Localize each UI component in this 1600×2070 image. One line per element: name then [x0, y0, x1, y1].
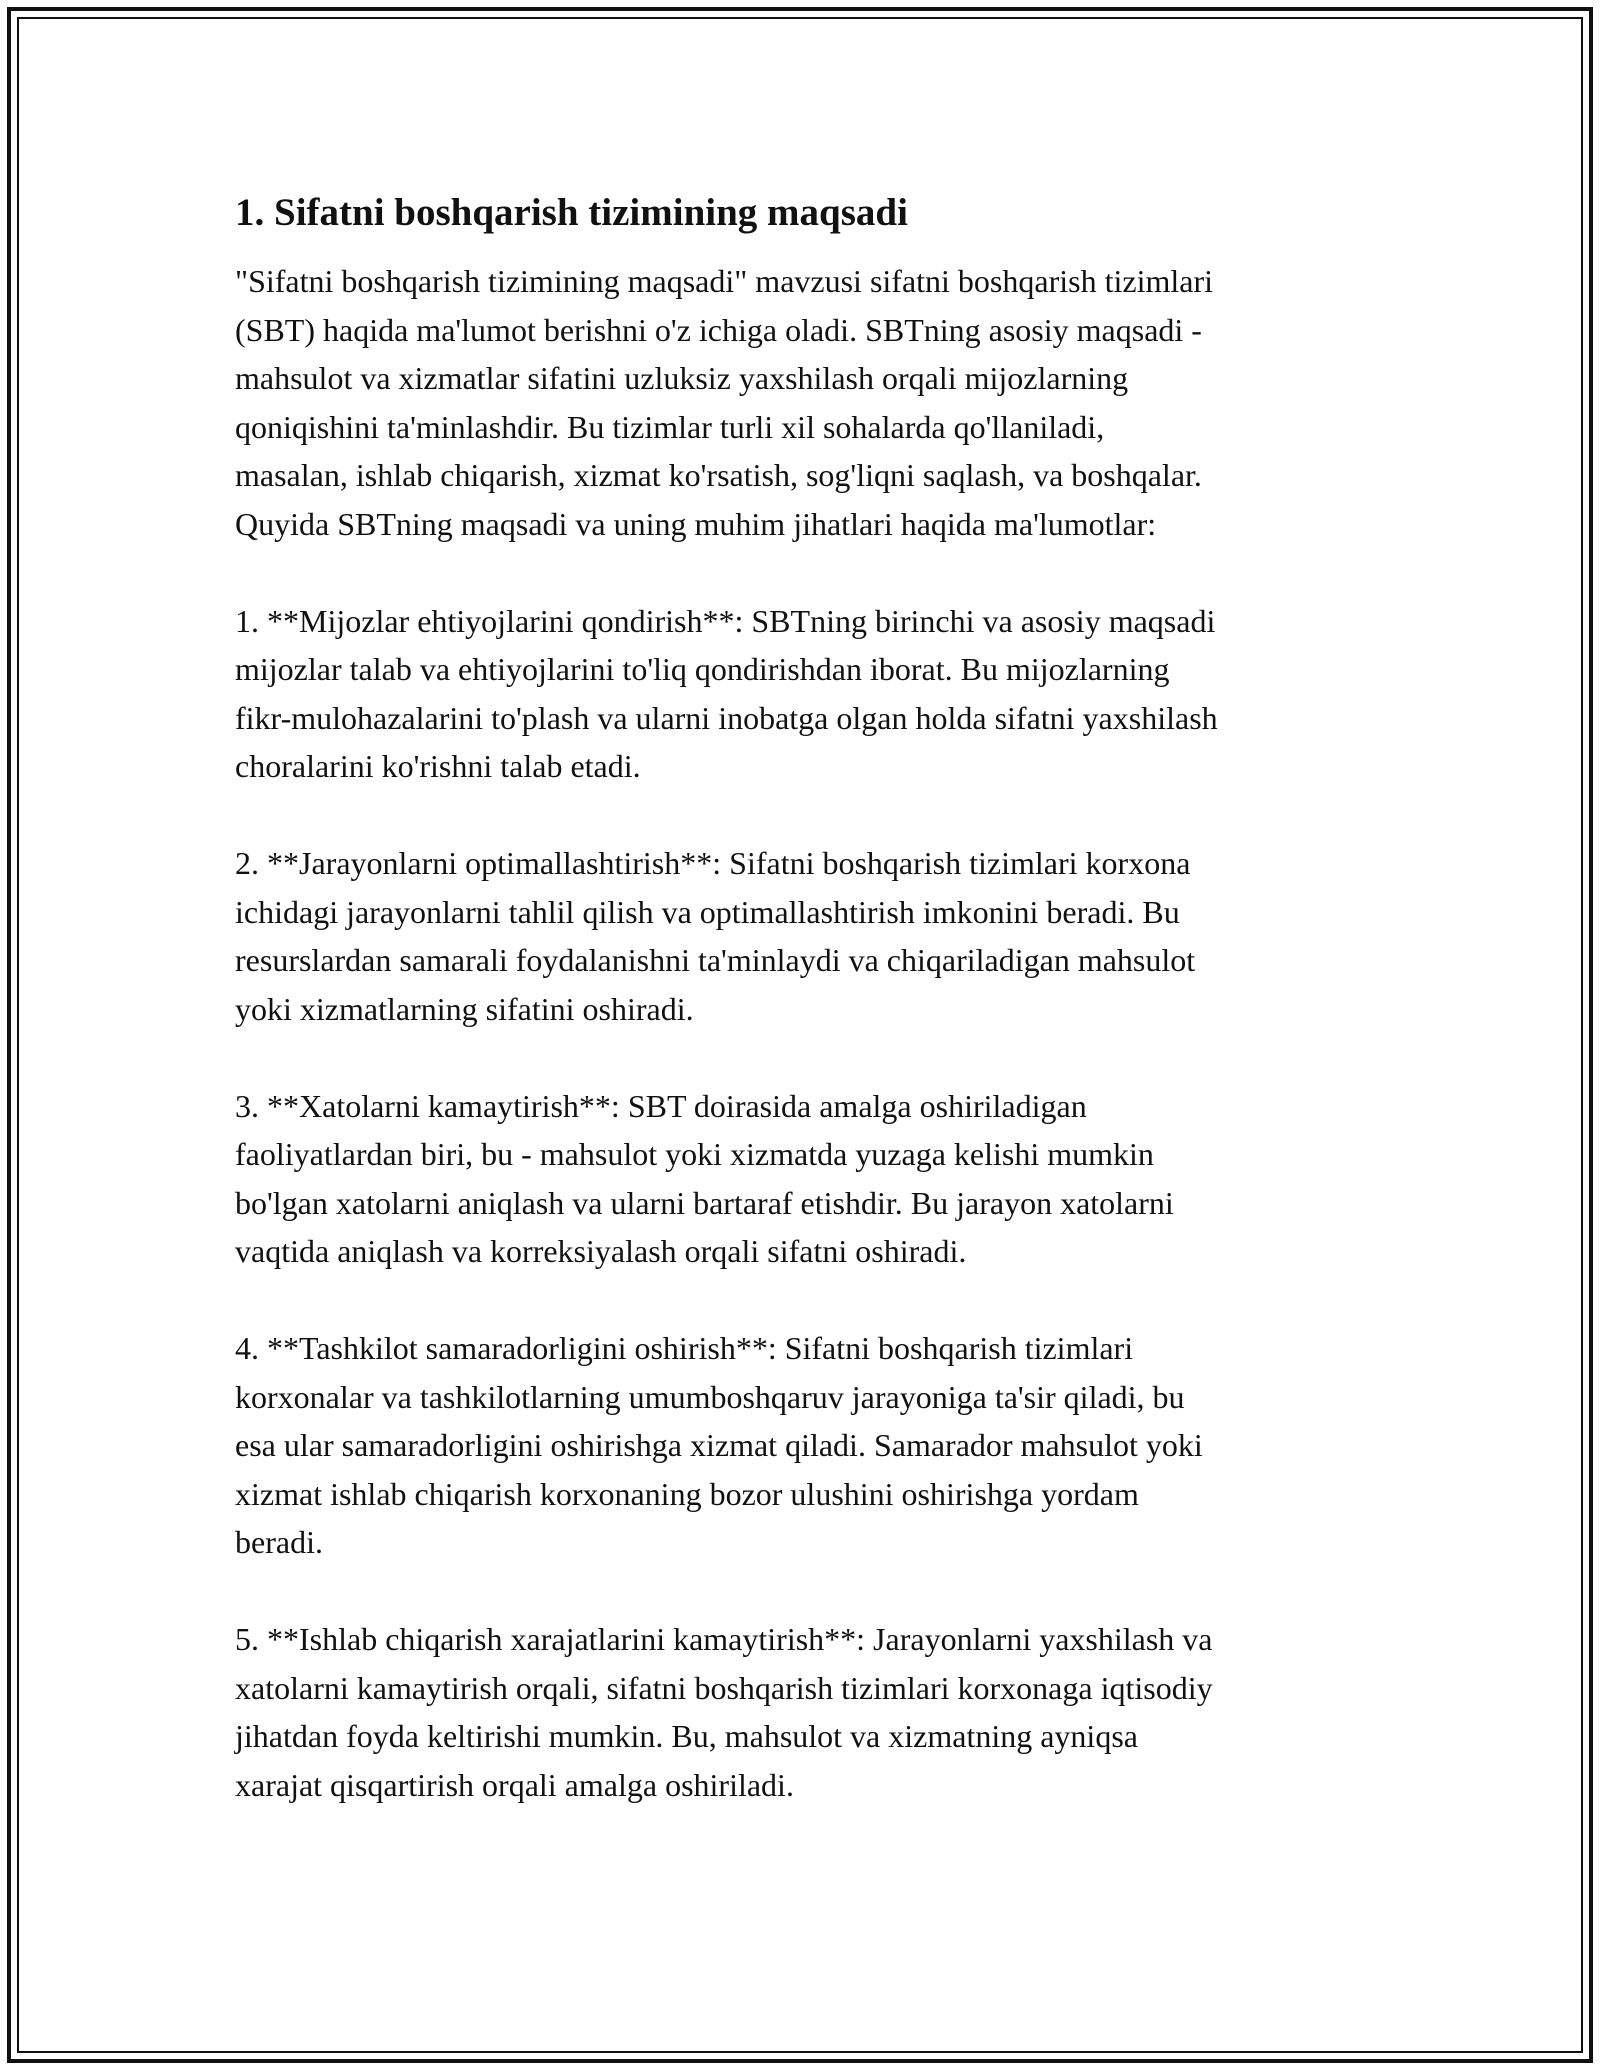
document-body [235, 184, 1385, 1809]
list-item-5: 5. **Ishlab chiqarish xarajatlarini kamaytirish**: Jarayonlarni yaxshilash va xatolarni kamaytirish orqali, sifatni boshqarish tizimlari korxonaga iqtisodiy jihatdan foyda keltirishi mumkin. Bu, mahsulot va xizmatning ayniqsa xarajat qisqartirish orqali amalga oshiriladi. [235, 1621, 1213, 1803]
list-item-4: 4. **Tashkilot samaradorligini oshirish**: Sifatni boshqarish tizimlari korxonalar va tashkilotlarning umumboshqaruv jarayoniga ta'sir qiladi, bu esa ular samaradorligini oshirishga xizmat qiladi. Samarador mahsulot yoki xizmat ishlab chiqarish korxonaning bozor ulushini oshirishga yordam beradi. [235, 1330, 1203, 1560]
list-item-1: 1. **Mijozlar ehtiyojlarini qondirish**: SBTning birinchi va asosiy maqsadi mijozlar talab va ehtiyojlarini to'liq qondirishdan iborat. Bu mijozlarning fikr-mulohazalarini to'plash va ularni inobatga olgan holda sifatni yaxshilash choralarini ko'rishni talab etadi. [235, 602, 1218, 784]
list-item-2: 2. **Jarayonlarni optimallashtirish**: Sifatni boshqarish tizimlari korxona ichidagi jarayonlarni tahlil qilish va optimallashtirish imkonini beradi. Bu resurslardan samarali foydalanishni ta'minlaydi va chiqariladigan mahsulot yoki xizmatlarning sifatini oshiradi. [235, 845, 1196, 1027]
list-item-3: 3. **Xatolarni kamaytirish**: SBT doirasida amalga oshiriladigan faoliyatlardan biri, bu - mahsulot yoki xizmatda yuzaga kelishi mumkin bo'lgan xatolarni aniqlash va ularni bartaraf etishdir. Bu jarayon xatolarni vaqtida aniqlash va korreksiyalash orqali sifatni oshiradi. [235, 1087, 1174, 1269]
intro-paragraph: "Sifatni boshqarish tizimining maqsadi" mavzusi sifatni boshqarish tizimlari (SBT) haqida ma'lumot berishni o'z ichiga oladi. SBTning asosiy maqsadi - mahsulot va xizmatlar sifatini uzluksiz yaxshilash orqali mijozlarning qoniqishini ta'minlashdir. Bu tizimlar turli xil sohalarda qo'llaniladi, masalan, ishlab chiqarish, xizmat ko'rsatish, sog'liqni saqlash, va boshqalar. Quyida SBTning maqsadi va uning muhim jihatlari haqida ma'lumotlar: [235, 263, 1213, 542]
document-title: 1. Sifatni boshqarish tizimining maqsadi [235, 191, 908, 234]
